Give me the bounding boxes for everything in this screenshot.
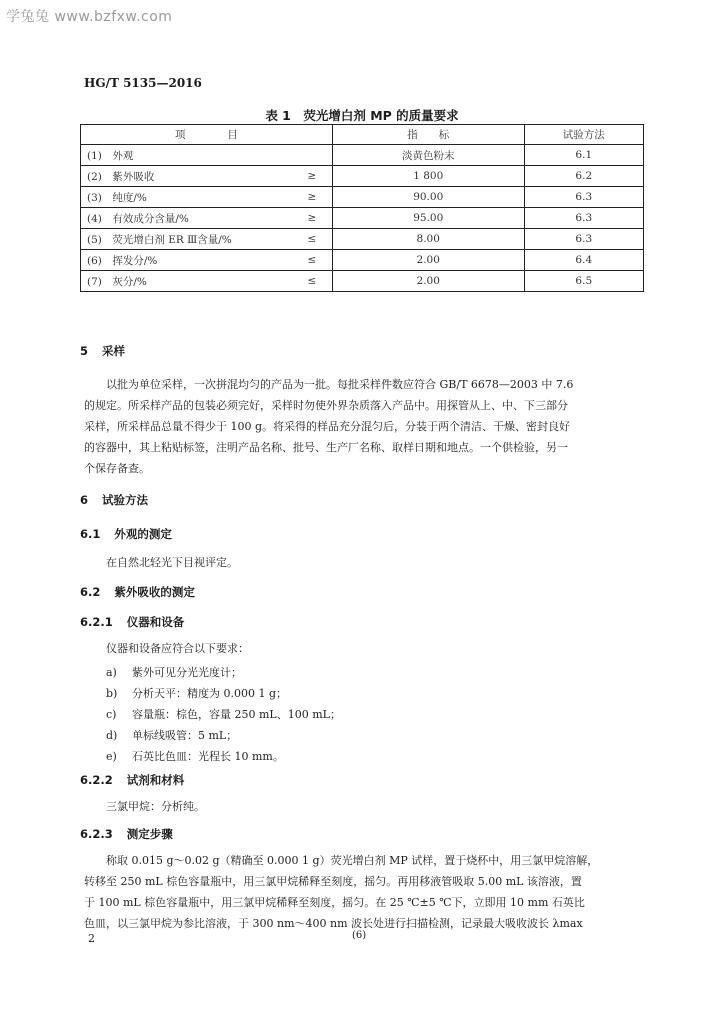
list-item: b) 分析天平：精度为 0.000 1 g； bbox=[106, 687, 288, 700]
row-method: 6.4 bbox=[524, 250, 643, 271]
row-symbol: ≥ bbox=[307, 212, 317, 224]
row-value: 90.00 bbox=[332, 187, 524, 208]
row-item: (6) 挥发分/% bbox=[87, 254, 158, 267]
row-method: 6.2 bbox=[524, 166, 643, 187]
row-value: 1 800 bbox=[332, 166, 524, 187]
section-6-1-heading: 6.1 外观的测定 bbox=[80, 527, 172, 541]
row-value: 95.00 bbox=[332, 208, 524, 229]
row-method: 6.1 bbox=[524, 145, 643, 166]
section-6-1-text: 在自然北轻光下目视评定。 bbox=[106, 556, 238, 569]
row-value: 2.00 bbox=[332, 271, 524, 292]
table-row bbox=[81, 166, 644, 187]
section-6-2-3-line: 色皿，以三氯甲烷为参比溶液，于 300 nm～400 nm 波长处进行扫描检测，记录最大吸收波长 λmax bbox=[84, 917, 583, 930]
section-6-2-3-heading: 6.2.3 测定步骤 bbox=[80, 827, 173, 841]
section-6-2-1-heading: 6.2.1 仪器和设备 bbox=[80, 615, 185, 629]
quality-requirements-table bbox=[80, 124, 644, 292]
table-row bbox=[81, 208, 644, 229]
list-item: c) 容量瓶：棕色，容量 250 mL、100 mL； bbox=[106, 708, 341, 721]
site-watermark: 学兔兔 www.bzfxw.com bbox=[6, 9, 173, 25]
section-5-heading: 5 采样 bbox=[80, 344, 126, 358]
section-6-2-2-text: 三氯甲烷：分析纯。 bbox=[106, 800, 205, 813]
table-header-row bbox=[81, 125, 644, 145]
row-method: 6.3 bbox=[524, 229, 643, 250]
row-item: (5) 荧光增白剂 ER Ⅲ含量/% bbox=[87, 233, 232, 246]
table-row bbox=[81, 271, 644, 292]
section-6-2-heading: 6.2 紫外吸收的测定 bbox=[80, 585, 195, 599]
section-6-2-2-heading: 6.2.2 试剂和材料 bbox=[80, 773, 185, 787]
section-6-2-3-line: 转移至 250 mL 棕色容量瓶中，用三氯甲烷稀释至刻度，摇匀。再用移液管吸取 5.00 mL 该溶液，置 bbox=[84, 875, 582, 888]
standard-number: HG/T 5135—2016 bbox=[84, 76, 202, 90]
section-6-2-3-line: 于 100 mL 棕色容量瓶中，用三氯甲烷稀释至刻度，摇匀。在 25 ℃±5 ℃下，立即用 10 mm 石英比 bbox=[84, 896, 585, 909]
row-symbol: ≥ bbox=[307, 191, 317, 203]
row-item: (2) 紫外吸收 bbox=[87, 170, 155, 183]
list-item: d) 单标线吸管：5 mL； bbox=[106, 729, 238, 742]
section-5-line: 采样，所采样品总量不得少于 100 g。将采得的样品充分混匀后，分装于两个清洁、干燥、密封良好 bbox=[84, 420, 571, 433]
page-number: 2 bbox=[88, 932, 95, 945]
row-symbol: ≥ bbox=[307, 170, 317, 182]
table-row bbox=[81, 229, 644, 250]
section-6-heading: 6 试验方法 bbox=[80, 493, 149, 507]
section-5-line: 的容器中，其上粘贴标签，注明产品名称、批号、生产厂名称、取样日期和地点。一个供检验，另一 bbox=[84, 441, 568, 454]
row-item: (1) 外观 bbox=[87, 149, 134, 162]
row-value: 8.00 bbox=[332, 229, 524, 250]
row-item: (4) 有效成分含量/% bbox=[87, 212, 189, 225]
row-method: 6.3 bbox=[524, 187, 643, 208]
list-item: a) 紫外可见分光光度计； bbox=[106, 666, 242, 679]
section-5-line: 以批为单位采样，一次拼混均匀的产品为一批。每批采样件数应符合 GB/T 6678—2003 中 7.6 bbox=[106, 378, 574, 391]
row-value: 2.00 bbox=[332, 250, 524, 271]
section-6-2-3-line: 称取 0.015 g～0.02 g（精确至 0.000 1 g）荧光增白剂 MP 试样，置于烧杯中，用三氯甲烷溶解， bbox=[106, 854, 599, 867]
header-method: 试验方法 bbox=[524, 125, 643, 145]
row-method: 6.5 bbox=[524, 271, 643, 292]
row-value: 淡黄色粉末 bbox=[332, 145, 524, 166]
row-symbol: ≤ bbox=[307, 254, 317, 266]
row-symbol: ≤ bbox=[307, 233, 317, 245]
row-method: 6.3 bbox=[524, 208, 643, 229]
section-5-line: 的规定。所采样产品的包装必须完好，采样时勿使外界杂质落入产品中。用探管从上、中、下三部分 bbox=[84, 399, 568, 412]
header-item: 项 目 bbox=[81, 125, 333, 145]
table-row bbox=[81, 187, 644, 208]
row-symbol: ≤ bbox=[307, 275, 317, 287]
table-row bbox=[81, 145, 644, 166]
row-item: (7) 灰分/% bbox=[87, 275, 147, 288]
row-item: (3) 纯度/% bbox=[87, 191, 147, 204]
table-row bbox=[81, 250, 644, 271]
header-index: 指 标 bbox=[332, 125, 524, 145]
section-5-line: 个保存备查。 bbox=[84, 462, 150, 475]
table-caption: 表 1 荧光增白剂 MP 的质量要求 bbox=[265, 108, 459, 123]
section-6-2-1-intro: 仪器和设备应符合以下要求： bbox=[106, 642, 249, 655]
folio-number: (6) bbox=[352, 930, 367, 941]
list-item: e) 石英比色皿：光程长 10 mm。 bbox=[106, 750, 284, 763]
